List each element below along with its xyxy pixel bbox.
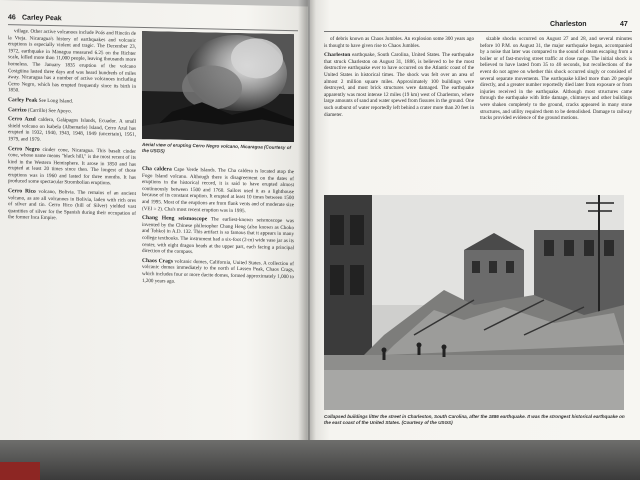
entry-cerro-negro bbox=[8, 146, 136, 188]
entry-carley-peak bbox=[8, 97, 136, 106]
entry-head: Chang Heng seismoscope bbox=[142, 215, 208, 223]
entry-chaos-crags bbox=[142, 258, 294, 288]
right-column-2 bbox=[480, 36, 632, 186]
entry-body: Cape Verde Islands. The Cha caldera is located atop the Fogo Island volcano. Although there is disagreement on the dates of eruptions in the historical record, it is said to have erupted almost continuously between 1500 and 1760. Sailors used it as a lighthouse because of its constant eruption. It erupted at least 10 times between 1500 and 1995. Most of the eruptions are from flank vents and of moderate size (VEI = 2). Cha's most recent eruption was in 1995. bbox=[142, 166, 294, 214]
entry-body: See Long Island. bbox=[38, 97, 74, 105]
entry-body: The earliest-known seismoscope was invented by the Chinese philosopher Chang Heng (also known as Choko and Tohko) in A.D. 132. This artifact is so famous that it appears in many college textbooks. The instrument had a six-foot (2-m) wide vase jar as its center, with eight dragon heads at the upper part, each facing a principal direction of the compass. bbox=[142, 216, 294, 256]
entry-body: (Carrillo) See Apoyo. bbox=[27, 107, 72, 115]
entry-body: earthquake, South Carolina, United States. The earthquake that struck Charleston on August 31, 1886, is believed to be the most destructive earthquake ever to have occurred on the Atlantic coast of the United States in historical times. The shock was felt over an area of almost 2 million square miles. Approximately 100 buildings were destroyed, and most brick structures were damaged. The earthquake apparently was most intense 12 miles (19 km) west of Charleston, where large amounts of sand and water spewed from fissures in the ground. One such outburst of water reportedly left behind a crater more than 20 feet in diameter. bbox=[324, 52, 474, 118]
right-page-number: 47 bbox=[620, 21, 628, 28]
charleston-photo-caption: Collapsed buildings litter the street in Charleston, South Carolina, after the 1886 earthquake. It was the strongest historical earthquake on the east coast of the United States. (Courtesy of the USGS) bbox=[324, 414, 625, 425]
entry-head: Cerro Azul bbox=[8, 116, 36, 123]
left-page bbox=[0, 0, 308, 474]
entry-head: Cerro Rico bbox=[8, 188, 36, 195]
chaos-jumbles-continuation: of debris known as Chaos Jumbles. An explosion some 300 years ago is thought to have given rise to Chaos Jumbles. bbox=[324, 36, 474, 49]
entry-body: volcano, Bolivia. The remains of an ancient volcano, as are all volcanoes in Bolivia, laden with rich ores of silver and tin. Cerro Rico (hill of Silver) yielded vast quantities of silver for the Spanish during their occupation of the former Inca Empire. bbox=[8, 188, 136, 222]
entry-head: Cha caldera bbox=[142, 165, 172, 173]
entry-body: volcanic domes, California, United States. A collection of volcanic domes immediately to the north of Lassen Peak, Chaos Crags, which includes four or more dacite domes, formed approximately 1,000 to 1,200 years ago. bbox=[142, 258, 294, 285]
entry-head: Carrizo bbox=[8, 106, 27, 114]
entry-carrizo bbox=[8, 107, 136, 116]
eruption-photo bbox=[142, 31, 294, 142]
charleston-photo-image bbox=[324, 195, 624, 410]
eruption-photo-image bbox=[142, 31, 294, 142]
right-running-head: Charleston bbox=[550, 21, 587, 28]
left-running-head: Carley Peak bbox=[22, 14, 62, 23]
left-page-number: 46 bbox=[8, 14, 16, 22]
left-column-2 bbox=[142, 163, 294, 446]
entry-head: Carley Peak bbox=[8, 97, 38, 104]
entry-cerro-rico bbox=[8, 188, 136, 224]
entry-head: Chaos Crags bbox=[142, 257, 173, 265]
entry-head: Cerro Negro bbox=[8, 145, 40, 153]
entry-head: Charleston bbox=[324, 52, 351, 59]
right-header-rule bbox=[324, 31, 632, 32]
book-cover-edge bbox=[0, 462, 40, 480]
entry-cha-caldera bbox=[142, 166, 294, 215]
entry-charleston bbox=[324, 52, 474, 118]
charleston-continuation: sizable shocks occurred on August 27 and 28, and several minutes before 10 P.M. on August 31, the major earthquake began, accompanied by a noise that later was compared to the sound of steam escaping from a boiler or of fast-moving street traffic at close range. The initial shock is believed to have lasted from 35 to 40 seconds, but recollections of the event do not agree on whether this shock occurred singly or consisted of several separate movements. The earthquake killed more than 20 people directly, and a greater number reportedly died later from exposure or from injuries received in the earthquake. Although most structures came through the earthquake with little damage, chimneys and other buildings were shaken completely to the ground, cracks appeared in many stone structures, and utility required them to be demolished. Damage to railway tracks provided evidence of the ground motions. bbox=[480, 36, 632, 122]
entry-body: caldera, Galápagos Islands, Ecuador. A small shield volcano on Isabela (Albemarle) Island, Cerro Azul has erupted in 1932, 1940, 1943, 1948, 1949 (uncertain), 1951, 1979, and 1979. bbox=[8, 116, 136, 143]
intro-paragraph: village. Other active volcanoes include Poás and Rincón de la Vieja. Nicaragua's history of earthquakes and volcanic eruptions is especially violent and tragic. The December 23, 1972, earthquake in Managua measured 6.25 on the Richter scale, killed more than 11,000 people, leaving thousands more homeless. The January 1835 eruption of the volcano Cosigüina lasted three days and was heard hundreds of miles away. Nicaragua has a number of active volcanoes including Cerro Negro, which has erupted frequently since its birth in 1850. bbox=[8, 28, 136, 94]
eruption-photo-caption: Aerial view of erupting Cerro Negro volcano, Nicaragua (Courtesy of the USGS) bbox=[142, 141, 292, 154]
entry-chang-heng bbox=[142, 215, 294, 258]
left-column-1 bbox=[8, 28, 136, 441]
right-column-1 bbox=[324, 36, 474, 186]
book-gutter bbox=[298, 0, 316, 468]
bottom-shadow bbox=[0, 440, 640, 480]
charleston-photo bbox=[324, 195, 624, 410]
entry-cerro-azul bbox=[8, 116, 136, 145]
right-page bbox=[310, 0, 640, 468]
entry-body: cinder cone, Nicaragua. This basalt cinder cone, whose name means "black hill," is the most recent of its kind in the Western Hemisphere. It arose in 1850 and has erupted at least 20 times since then. The longest of those eruptions was in 1960 and lasted for three months. It has produced some spectacular Strombolian eruptions. bbox=[8, 146, 136, 187]
